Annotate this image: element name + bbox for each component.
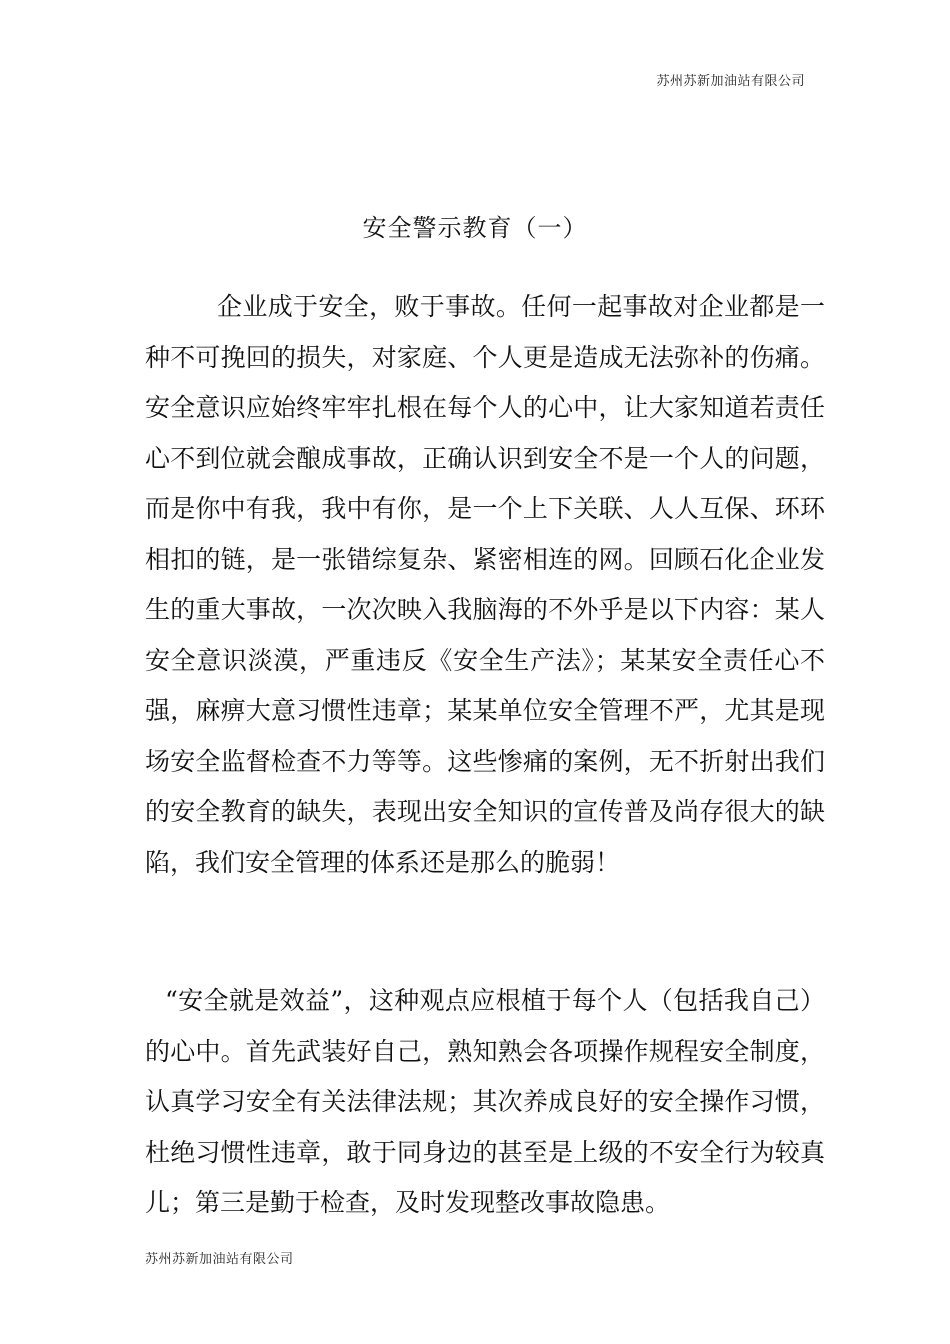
header-company-name: 苏州苏新加油站有限公司 [656,74,805,89]
footer-company-name: 苏州苏新加油站有限公司 [145,1252,294,1267]
document-title: 安全警示教育（一） [362,214,588,242]
paragraph-2: “安全就是效益”，这种观点应根植于每个人（包括我自己）的心中。首先武装好自己，熟知熟会各项操作规程安全制度，认真学习安全有关法律法规；其次养成良好的安全操作习惯，杜绝习惯性违章，敢于同身边的甚至是上级的不安全行为较真儿；第三是勤于检查，及时发现整改事故隐患。 [145,986,825,1217]
paragraph-1: 企业成于安全，败于事故。任何一起事故对企业都是一种不可挽回的损失，对家庭、个人更是造成无法弥补的伤痛。安全意识应始终牢牢扎根在每个人的心中，让大家知道若责任心不到位就会酿成事故，正确认识到安全不是一个人的问题，而是你中有我，我中有你，是一个上下关联、人人互保、环环相扣的链，是一张错综复杂、紧密相连的网。回顾石化企业发生的重大事故，一次次映入我脑海的不外乎是以下内容：某人安全意识淡漠，严重违反《安全生产法》；某某安全责任心不强，麻痹大意习惯性违章；某某单位安全管理不严，尤其是现场安全监督检查不力等等。这些惨痛的案例，无不折射出我们的安全教育的缺失，表现出安全知识的宣传普及尚存很大的缺陷，我们安全管理的体系还是那么的脆弱！ [145,292,825,877]
